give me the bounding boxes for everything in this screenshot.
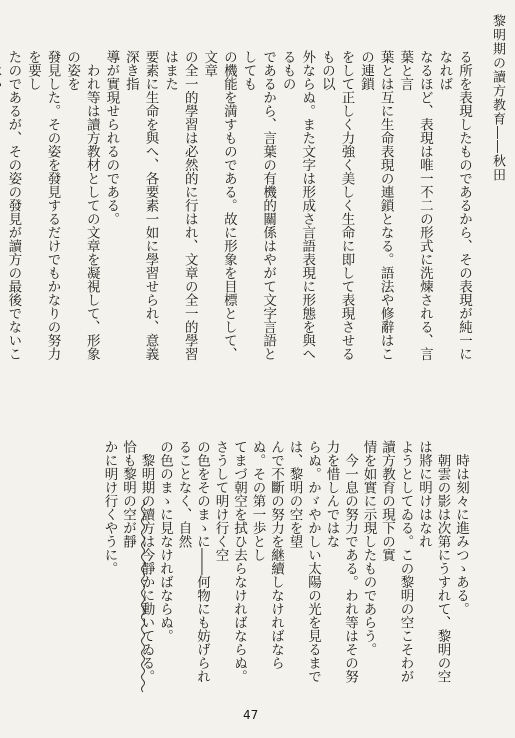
text-line: の色のまゝに見なければならぬ。	[157, 440, 173, 643]
text-line: 情を如實に示現したものであらう。	[360, 440, 377, 656]
page-number: 47	[243, 708, 259, 722]
text-line: 要素に生命を與へ、各要素一如に學習せられ、意義深き指	[122, 50, 159, 361]
text-line: かに明け行くやうに。	[101, 440, 118, 575]
text-line: 時は刻々に進みつゝある。	[453, 440, 469, 616]
text-line: 朝雲の影は次第にうすれて、黎明の空は將に明けはなれ	[416, 440, 451, 683]
text-line: ようとしてゐる。この黎明の空こそわが讀方教育の現下の實	[379, 440, 414, 683]
text-line: 外ならぬ。また文字は形成さ言語表現に形態を與へるもの	[279, 50, 316, 361]
text-line: らぬ。かゞやかしい太陽の光を見るまでは、黎明の空を望	[286, 440, 321, 683]
text-line: てまづ朝空を拭ひ去らなければならぬ。さうして明け行く空	[212, 440, 247, 683]
wavy-divider	[140, 500, 146, 692]
text-line: の色をそのまゝに――何物にも妨げられることなく、自然	[175, 440, 210, 683]
text-line: の全一的學習は必然的に行はれ、文章の全一的學習はまた	[162, 50, 198, 361]
text-line: なるほど、表現は唯一不二の形式に洗煉される、言葉と言	[397, 50, 433, 361]
text-line: われ等は讀方教材としての文章を凝視して、形象の姿を	[64, 50, 100, 361]
running-header: 黎明期の讀方教育――秋田	[490, 14, 505, 182]
text-line: 黎明期の讀方は今靜かに動いてゐる。恰も黎明の空が靜	[120, 440, 155, 683]
text-line: の機能を満すものである。故に形象を目標として、文章	[201, 50, 237, 361]
text-line: 今一息の努力である。われ等はその努力を惜しんではな	[323, 440, 358, 683]
text-line: 發見した。その姿を發見するだけでもかなりの努力を要し	[24, 50, 61, 361]
text-line: んで不斷の努力を継續しなければならぬ。その第一歩とし	[249, 440, 284, 670]
body-text-upper	[5, 50, 473, 370]
text-line: る所を表現したものであるから、その表現が純一になれば	[436, 50, 472, 361]
text-line: であるから、言葉の有機的關係はやがて文字言語としても	[240, 50, 277, 361]
text-line: 導が實現せられるのである。	[103, 50, 120, 226]
body-text-lower	[101, 440, 470, 695]
text-line: 葉とは互に生命表現の連鎖となる。語法や修辭はこの連鎖	[358, 50, 394, 361]
text-line: をして正しく力強く美しく生命に即して表現させるもの以	[318, 50, 355, 361]
text-line: たのであるが、その姿の發見が讀方の最後でないこ	[5, 50, 22, 361]
